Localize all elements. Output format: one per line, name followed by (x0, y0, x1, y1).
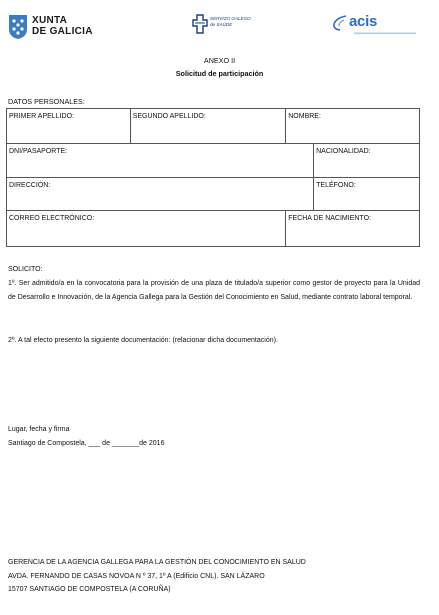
xunta-shield-icon (8, 14, 28, 40)
correo-field[interactable]: CORREO ELECTRÓNICO: (7, 211, 286, 247)
acis-swirl-icon (332, 14, 348, 32)
request-item-1: 1º. Ser admitido/a en la convocatoria para la provisión de una plaza de titulado/a superior como gestor de proyecto para la Unidad de Desarrollo e Innovación, de la Agencia Gallega para la Gestión del Conocimiento en Salud, mediante contrato laboral temporal. (8, 280, 420, 301)
telefono-field[interactable]: TELÉFONO: (314, 178, 420, 211)
sergas-cross-icon (192, 14, 208, 34)
acis-logo (332, 14, 420, 44)
sergas-logo-text: SERVIZO GALEGO de SAÚDE (210, 16, 251, 27)
personal-data-label: DATOS PERSONALES: (8, 97, 85, 106)
footer-line-2: AVDA. FERNANDO DE CASAS NOVOA N º 37, 1º A (Edificio CNL). SAN LÁZARO (8, 572, 265, 580)
solicito-heading: SOLICITO: (8, 266, 43, 273)
nacionalidad-field[interactable]: NACIONALIDAD: (314, 144, 420, 178)
acis-logo-text: acis (349, 13, 377, 30)
dni-field[interactable]: DNI/PASAPORTE: (7, 144, 314, 178)
footer-address (8, 556, 306, 597)
fecha-nacimiento-field[interactable]: FECHA DE NACIMIENTO: (286, 211, 420, 247)
primer-apellido-field[interactable]: PRIMER APELLIDO: (7, 109, 131, 144)
request-item-2: 2º. A tal efecto presento la siguiente documentación: (relacionar dicha documentación). (8, 337, 278, 344)
place-date-signature: Lugar, fecha y firma (8, 426, 70, 433)
acis-logo-subline (354, 32, 418, 36)
footer-line-3: 15707 SANTIAGO DE COMPOSTELA (A CORUÑA) (8, 586, 171, 593)
document-title: Solicitud de participación (175, 69, 264, 78)
nombre-field[interactable]: NOMBRE: (286, 109, 420, 144)
segundo-apellido-field[interactable]: SEGUNDO APELLIDO: (130, 109, 286, 144)
xunta-logo-text: XUNTA DE GALICIA (32, 15, 93, 37)
date-line: Santiago de Compostela, ___ de _______de 2016 (8, 440, 165, 447)
xunta-logo (8, 14, 104, 42)
sergas-logo (192, 14, 254, 42)
annex-label: ANEXO II (203, 56, 236, 65)
acis-subline-graphic (354, 32, 416, 35)
personal-data-table (6, 108, 420, 247)
direccion-field[interactable]: DIRECCIÓN: (7, 178, 314, 211)
footer-line-1: GERENCIA DE LA AGENCIA GALLEGA PARA LA GESTIÓN DEL CONOCIMIENTO EN SALUD (8, 559, 306, 566)
